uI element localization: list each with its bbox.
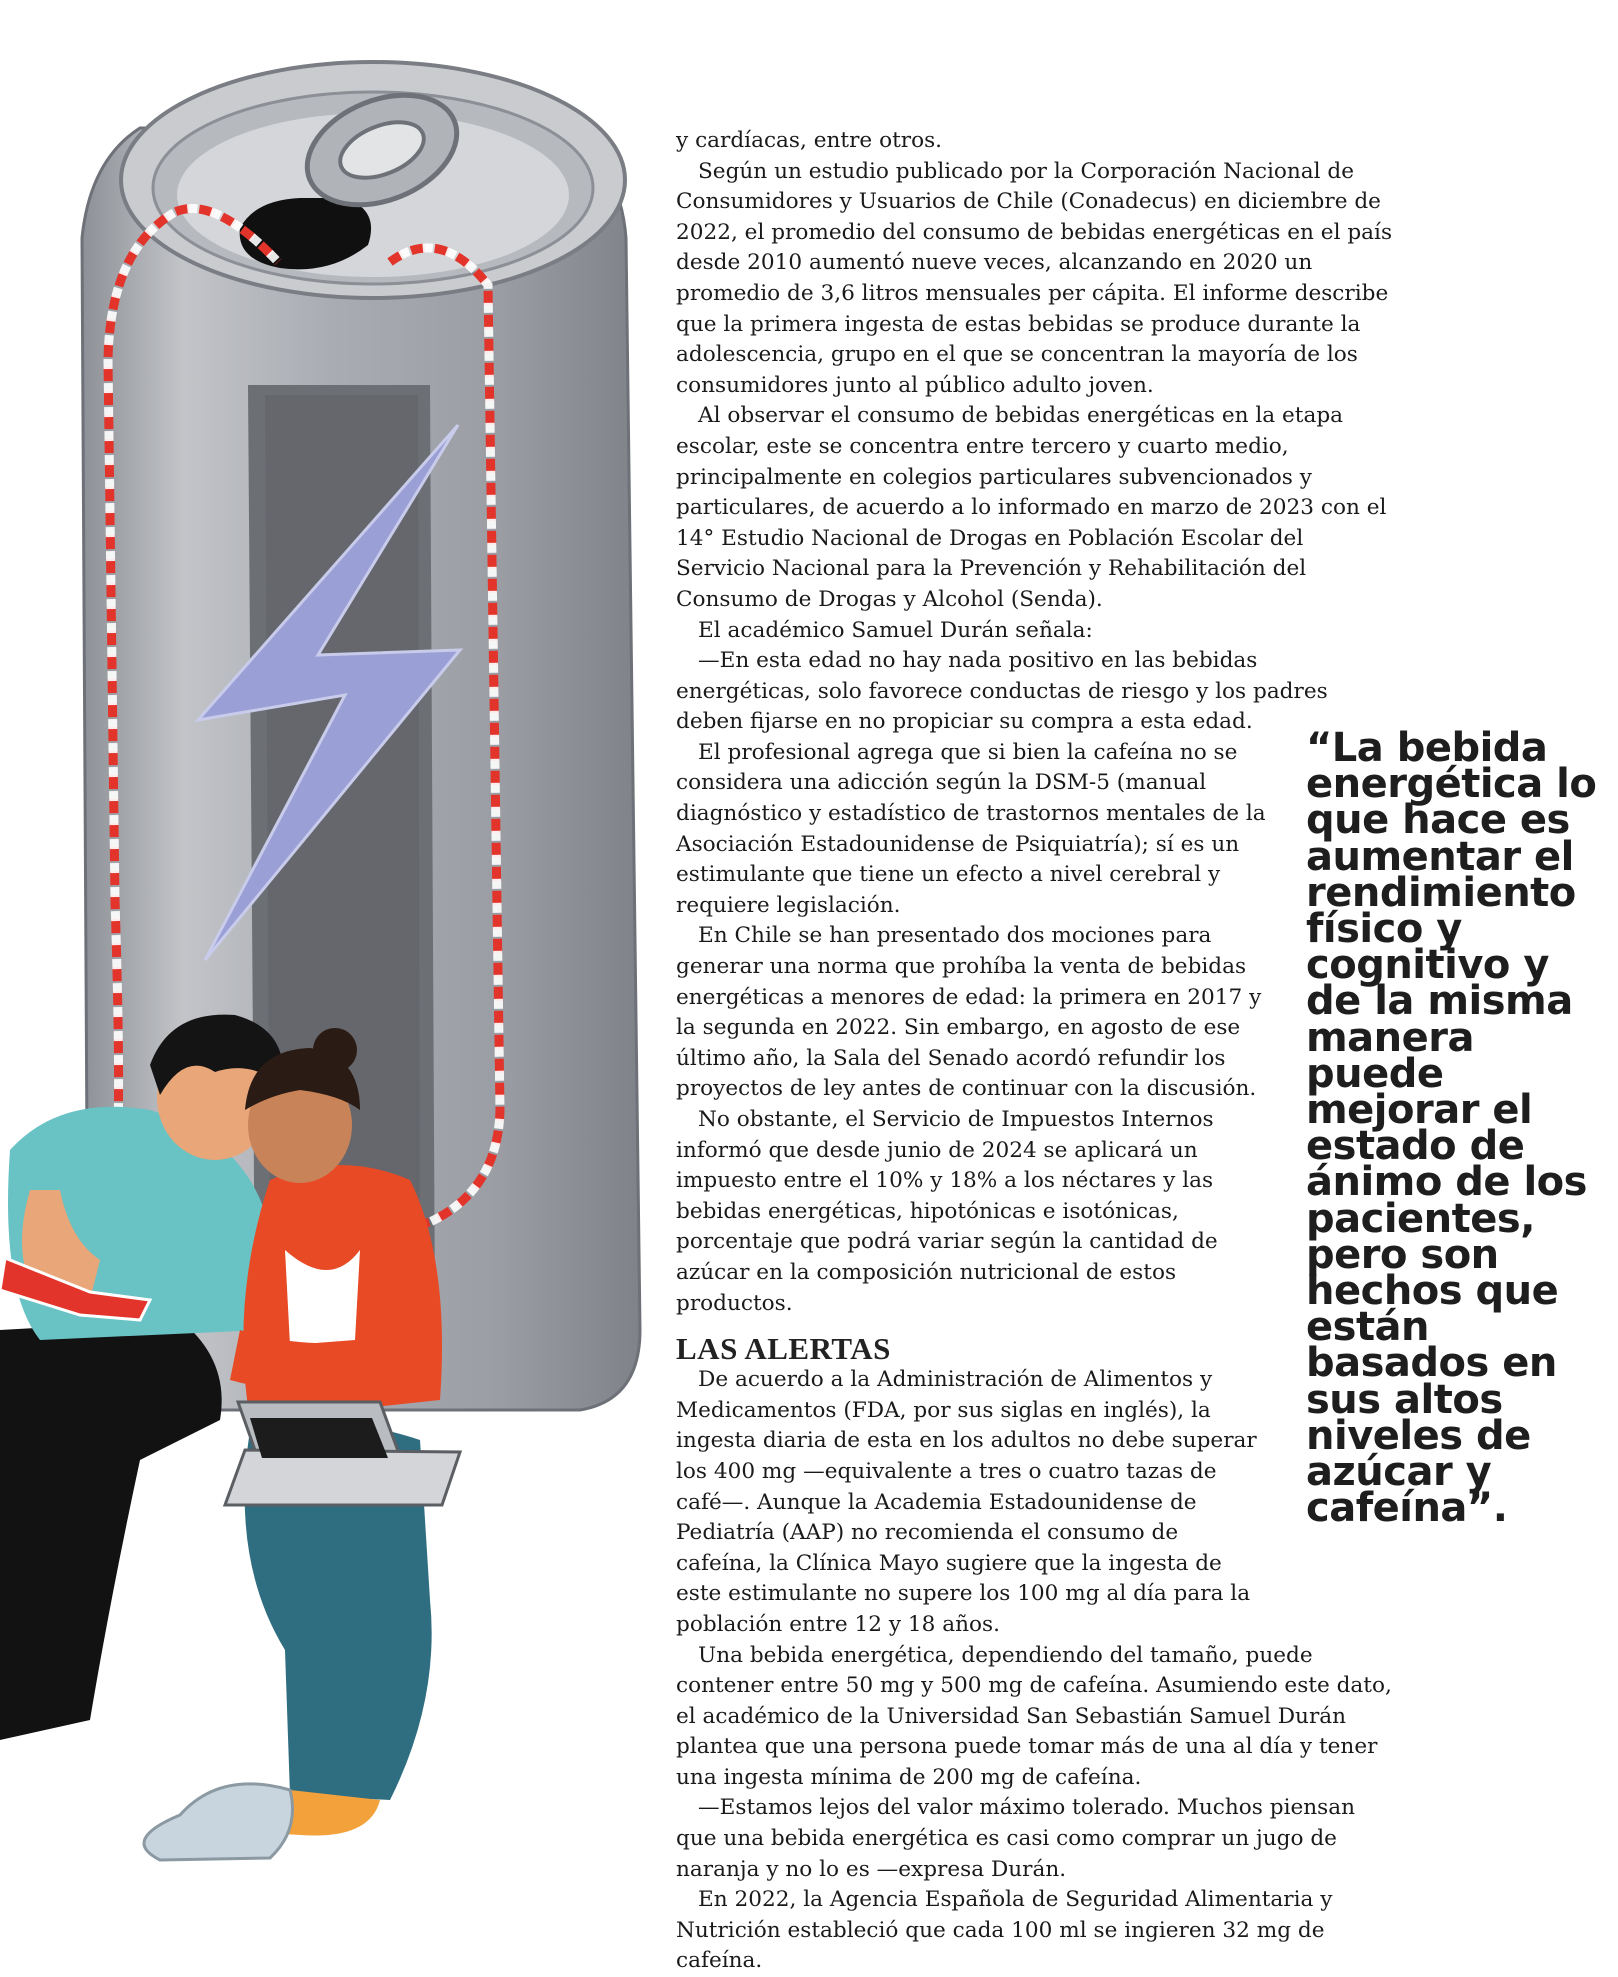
article-paragraph: El académico Samuel Durán señala: <box>698 617 1093 643</box>
article-paragraph: No obstante, el Servicio de Impuestos Internos informó que desde junio de 2024 se aplicará un impuesto entre el 10% y 18% a los néctares y las bebidas energéticas, hipotónicas e isotónicas, porcentaje que podrá variar según la cantidad de azúcar en la composición nutricional de estos productos. <box>676 1107 1218 1316</box>
article-paragraph: —En esta edad no hay nada positivo en las bebidas energéticas, solo favorece conductas de riesgo y los padres deben fijarse en no propiciar su compra a esta edad. <box>676 648 1328 735</box>
section-heading: LAS ALERTAS <box>676 1331 891 1367</box>
article-paragraph: Al observar el consumo de bebidas energéticas en la etapa escolar, este se concentra entre tercero y cuarto medio, principalmente en colegios particulares subvencionados y particulares, de acuerdo a lo informado en marzo de 2023 con el 14° Estudio Nacional de Drogas en Población Escolar del Servicio Nacional para la Prevención y Rehabilitación del Consumo de Drogas y Alcohol (Senda). <box>676 403 1387 612</box>
article-paragraph: y cardíacas, entre otros. <box>676 128 943 153</box>
laptop-icon <box>225 1402 460 1505</box>
article-paragraph: Una bebida energética, dependiendo del tamaño, puede contener entre 50 mg y 500 mg de cafeína. Asumiendo este dato, el académico de la Universidad San Sebastián Samuel Durán plantea que una persona puede tomar más de una al día y tener una ingesta mínima de 200 mg de cafeína. <box>676 1642 1392 1790</box>
article-paragraph: De acuerdo a la Administración de Alimentos y Medicamentos (FDA, por sus siglas en inglés), la ingesta diaria de esta en los adultos no debe superar los 400 mg —equivalente a tres o cuatro tazas de café—. Aunque la Academia Estadounidense de Pediatría (AAP) no recomienda el consumo de cafeína, la Clínica Mayo sugiere que la ingesta de este estimulante no supere los 100 mg al día para la población entre 12 y 18 años. <box>676 1367 1257 1637</box>
article-paragraph: En Chile se han presentado dos mociones para generar una norma que prohíba la venta de bebidas energéticas a menores de edad: la primera en 2017 y la segunda en 2022. Sin embargo, en agosto de ese último año, la Sala del Senado acordó refundir los proyectos de ley antes de continuar con la discusión. <box>676 923 1262 1102</box>
article-paragraph: El profesional agrega que si bien la cafeína no se considera una adicción según la DSM-5 (manual diagnóstico y estadístico de trastornos mentales de la Asociación Estadounidense de Psiquiatría); sí es un estimulante que tiene un efecto a nivel cerebral y requiere legislación. <box>676 739 1266 918</box>
article-paragraph: —Estamos lejos del valor máximo tolerado. Muchos piensan que una bebida energética es casi como comprar un jugo de naranja y no lo es —expresa Durán. <box>676 1795 1356 1882</box>
article-paragraph: Según un estudio publicado por la Corporación Nacional de Consumidores y Usuarios de Chile (Conadecus) en diciembre de 2022, el promedio del consumo de bebidas energéticas en el país desde 2010 aumentó nueve veces, alcanzando en 2020 un promedio de 3,6 litros mensuales per cápita. El informe describe que la primera ingesta de estas bebidas se produce durante la adolescencia, grupo en el que se concentran la mayoría de los consumidores junto al público adulto joven. <box>676 158 1393 398</box>
energy-drink-illustration <box>0 0 670 1918</box>
pull-quote: “La bebida energética lo que hace es aumentar el rendimiento físico y cognitivo y de la misma manera puede mejorar el estado de ánimo de los pacientes, pero son hechos que están basados en sus altos niveles de azúcar y cafeína”. <box>1306 725 1597 1532</box>
article-body <box>676 126 1398 1977</box>
article-paragraph: En 2022, la Agencia Española de Seguridad Alimentaria y Nutrición estableció que cada 100 ml se ingieren 32 mg de cafeína. <box>676 1887 1333 1974</box>
